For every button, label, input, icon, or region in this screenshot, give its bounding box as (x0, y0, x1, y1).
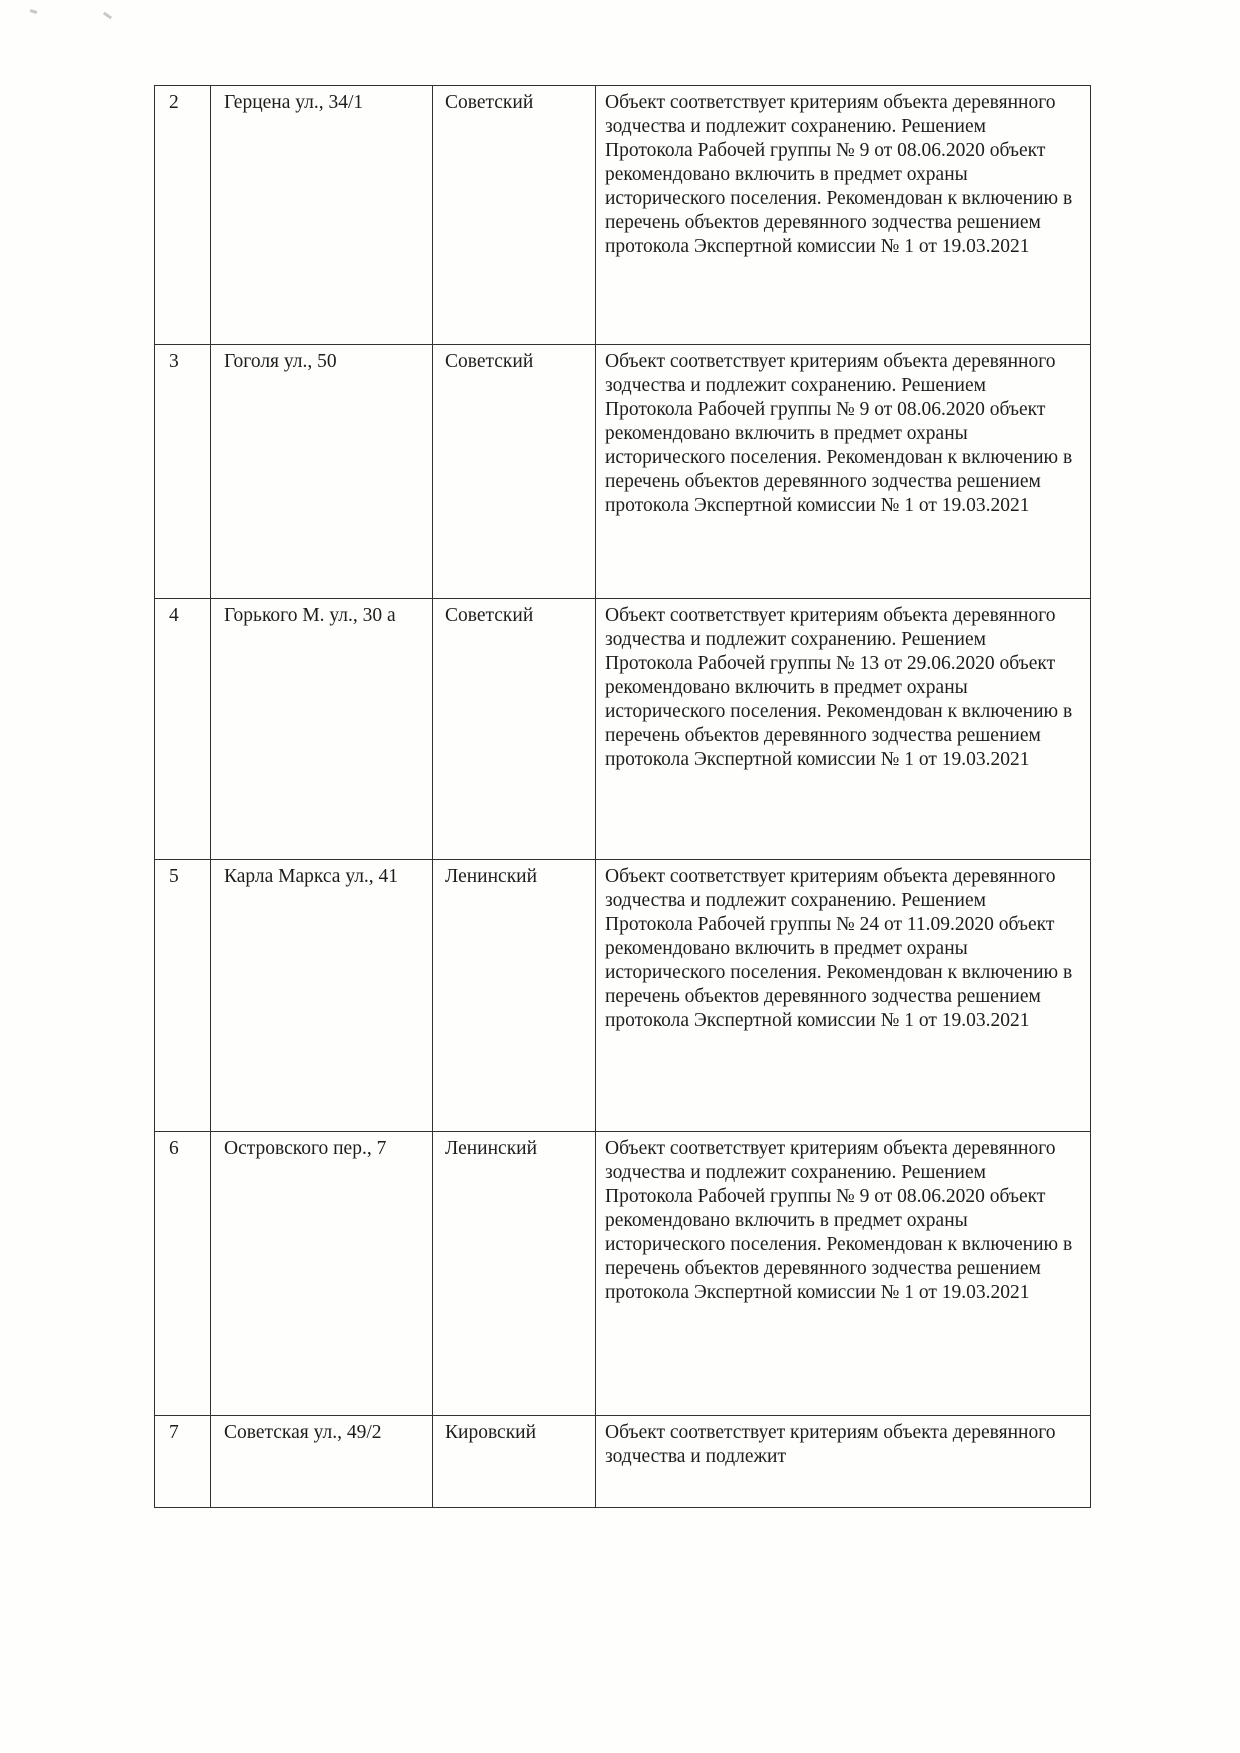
row-number-cell: 7 (155, 1416, 211, 1508)
row-number-cell: 3 (155, 345, 211, 599)
scan-artifact (103, 12, 112, 20)
table-row (155, 86, 1091, 345)
description-cell: Объект соответствует критериям объекта деревянного зодчества и подлежит (596, 1416, 1091, 1508)
district-cell: Советский (433, 599, 596, 860)
table-row (155, 860, 1091, 1132)
description-cell: Объект соответствует критериям объекта деревянного зодчества и подлежит сохранению. Решением Протокола Рабочей группы № 9 от 08.06.2020 объект рекомендовано включить в предмет охраны исторического поселения. Рекомендован к включению в перечень объектов деревянного зодчества решением протокола Экспертной комиссии № 1 от 19.03.2021 (596, 345, 1091, 599)
table-row (155, 599, 1091, 860)
description-cell: Объект соответствует критериям объекта деревянного зодчества и подлежит сохранению. Решением Протокола Рабочей группы № 9 от 08.06.2020 объект рекомендовано включить в предмет охраны исторического поселения. Рекомендован к включению в перечень объектов деревянного зодчества решением протокола Экспертной комиссии № 1 от 19.03.2021 (596, 1132, 1091, 1416)
description-cell: Объект соответствует критериям объекта деревянного зодчества и подлежит сохранению. Решением Протокола Рабочей группы № 13 от 29.06.2020 объект рекомендовано включить в предмет охраны исторического поселения. Рекомендован к включению в перечень объектов деревянного зодчества решением протокола Экспертной комиссии № 1 от 19.03.2021 (596, 599, 1091, 860)
address-cell: Островского пер., 7 (211, 1132, 433, 1416)
address-cell: Герцена ул., 34/1 (211, 86, 433, 345)
address-cell: Карла Маркса ул., 41 (211, 860, 433, 1132)
wooden-architecture-objects-table (154, 85, 1091, 1508)
district-cell: Ленинский (433, 1132, 596, 1416)
row-number-cell: 2 (155, 86, 211, 345)
table-row (155, 1132, 1091, 1416)
table-row (155, 345, 1091, 599)
description-cell: Объект соответствует критериям объекта деревянного зодчества и подлежит сохранению. Решением Протокола Рабочей группы № 9 от 08.06.2020 объект рекомендовано включить в предмет охраны исторического поселения. Рекомендован к включению в перечень объектов деревянного зодчества решением протокола Экспертной комиссии № 1 от 19.03.2021 (596, 86, 1091, 345)
address-cell: Гоголя ул., 50 (211, 345, 433, 599)
scan-artifact (30, 9, 38, 14)
row-number-cell: 4 (155, 599, 211, 860)
district-cell: Кировский (433, 1416, 596, 1508)
district-cell: Советский (433, 345, 596, 599)
table-row (155, 1416, 1091, 1508)
address-cell: Горького М. ул., 30 а (211, 599, 433, 860)
district-cell: Ленинский (433, 860, 596, 1132)
district-cell: Советский (433, 86, 596, 345)
table-body (155, 86, 1091, 1508)
row-number-cell: 6 (155, 1132, 211, 1416)
description-cell: Объект соответствует критериям объекта деревянного зодчества и подлежит сохранению. Решением Протокола Рабочей группы № 24 от 11.09.2020 объект рекомендовано включить в предмет охраны исторического поселения. Рекомендован к включению в перечень объектов деревянного зодчества решением протокола Экспертной комиссии № 1 от 19.03.2021 (596, 860, 1091, 1132)
row-number-cell: 5 (155, 860, 211, 1132)
address-cell: Советская ул., 49/2 (211, 1416, 433, 1508)
